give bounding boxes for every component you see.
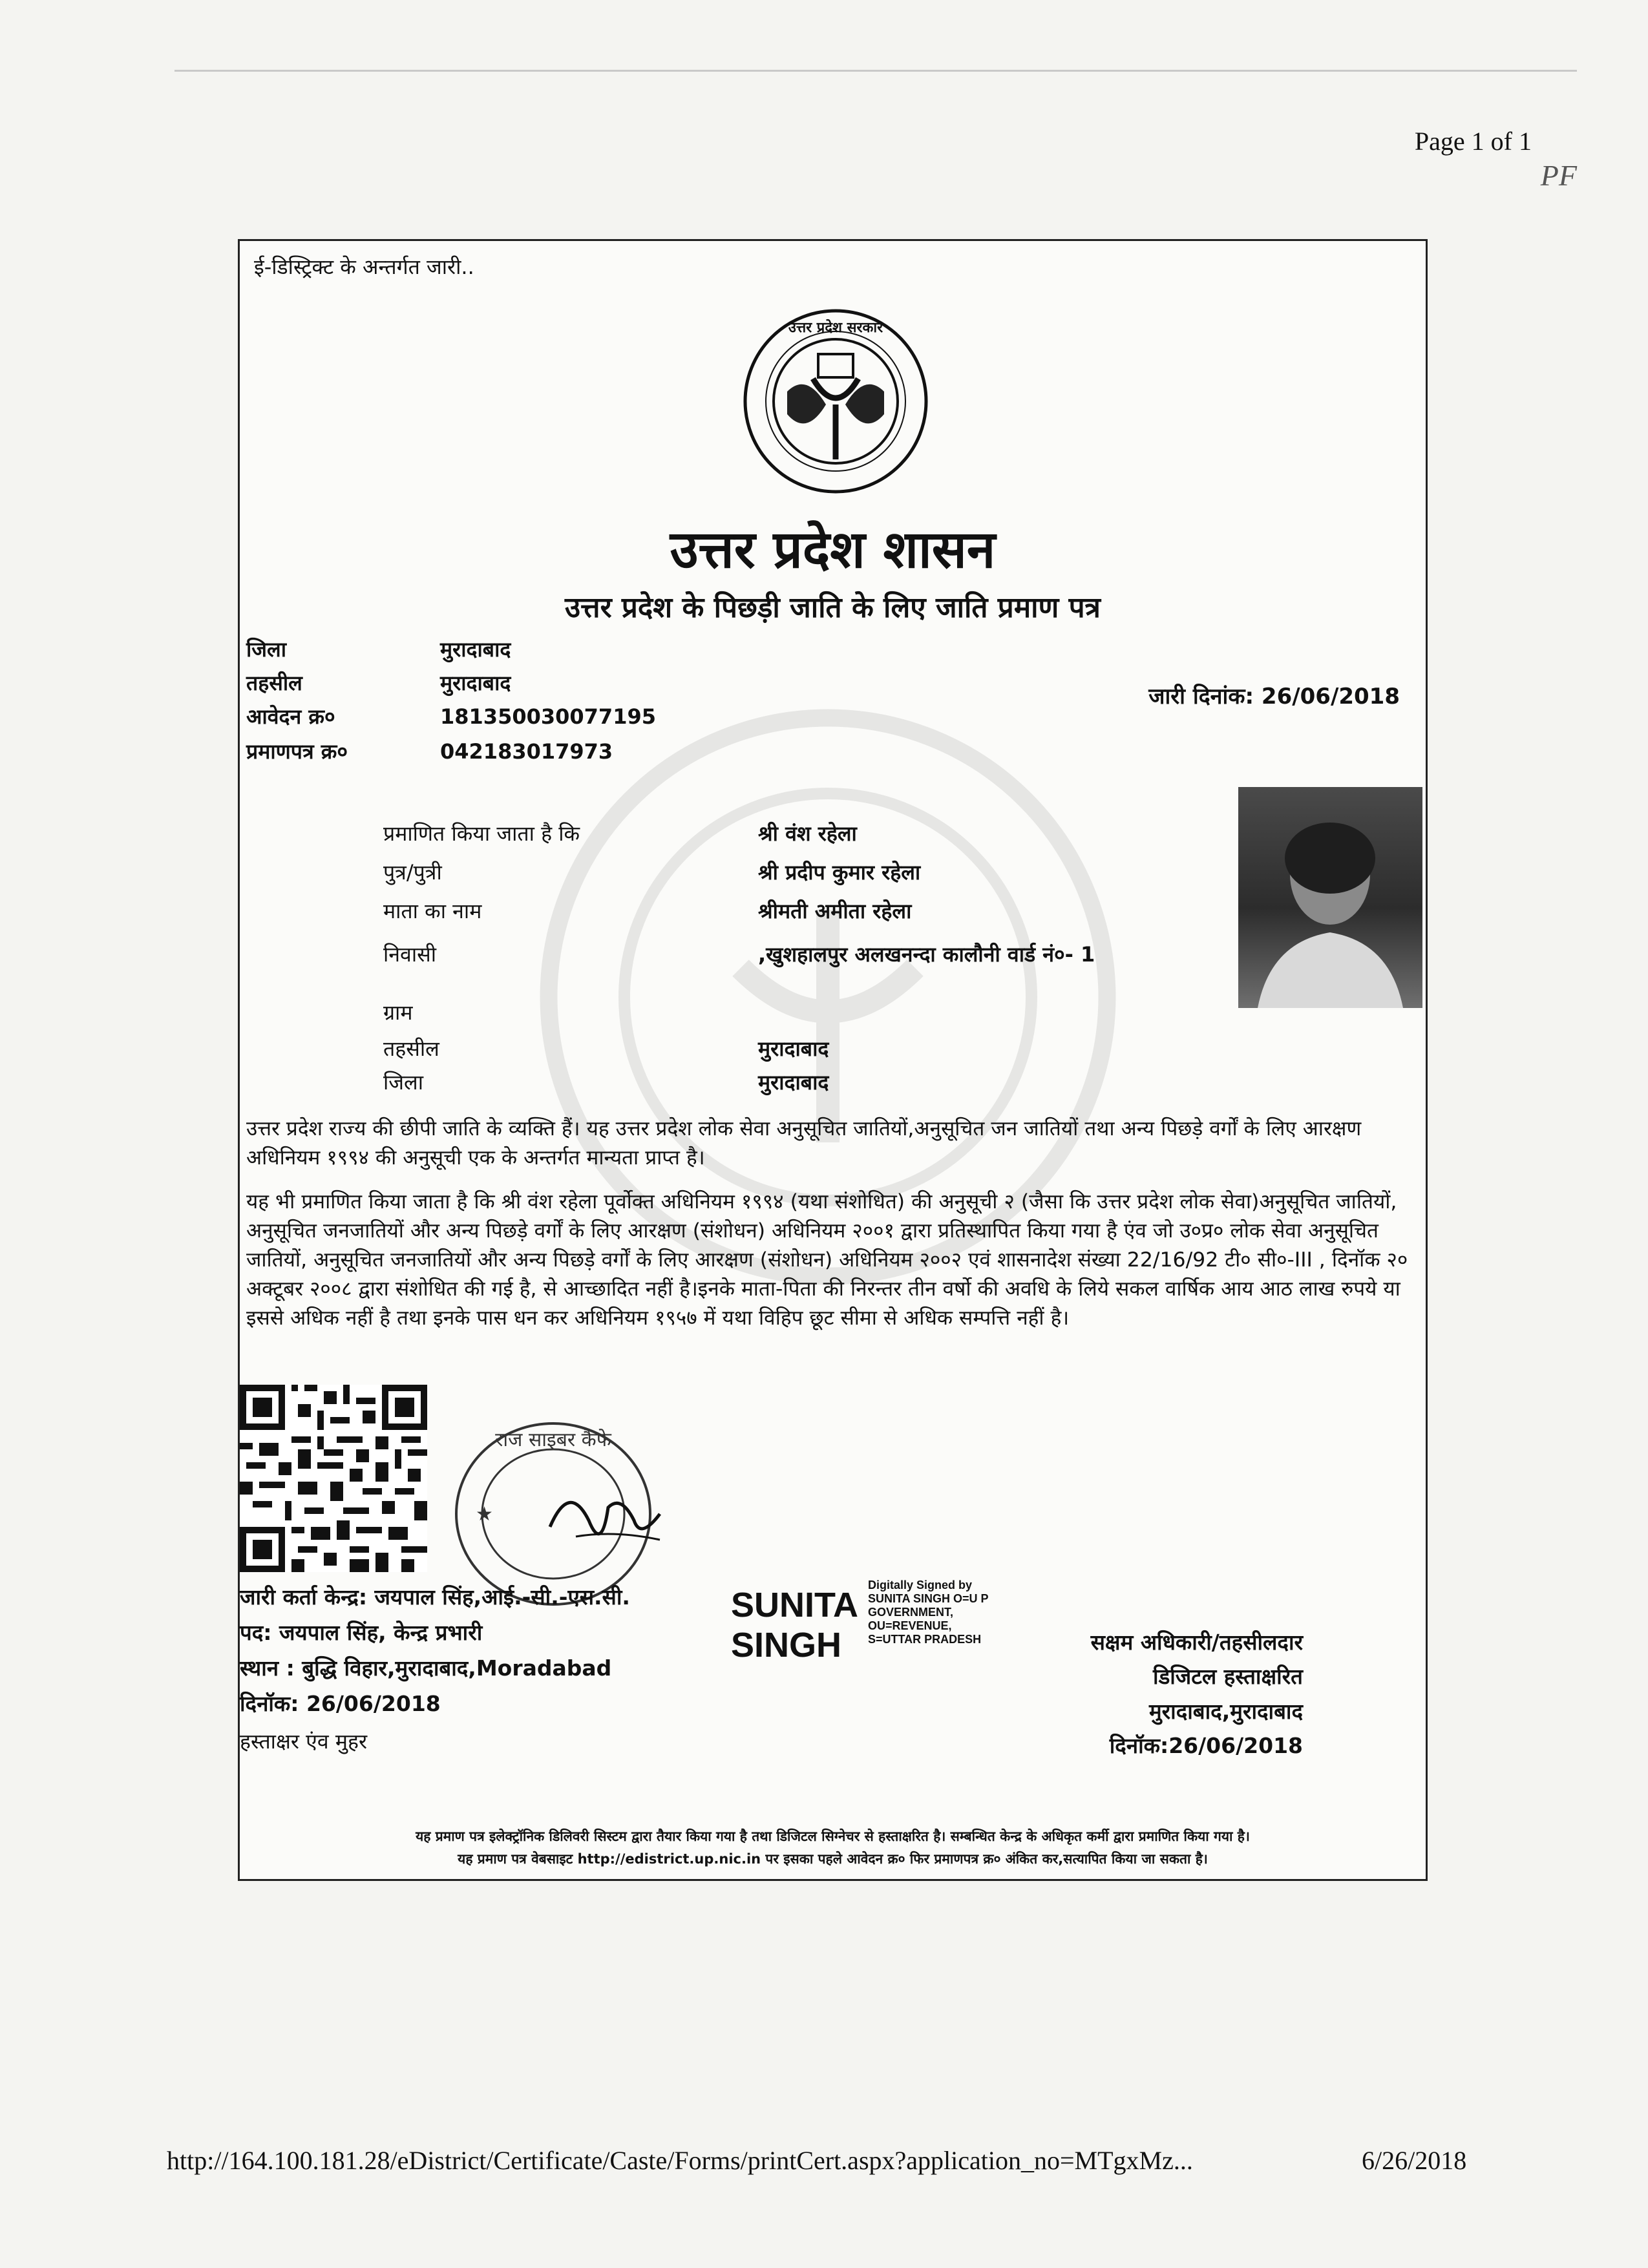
detail-value: श्रीमती अमीता रहेला [758, 899, 912, 923]
government-title: उत्तर प्रदेश शासन [670, 519, 996, 580]
header-label: जिला [246, 637, 287, 662]
issuing-center: जारी कर्ता केन्द्र: जयपाल सिंह,आई.-सी.-एस.सी. [240, 1584, 630, 1610]
ds-line: GOVERNMENT, [868, 1606, 954, 1619]
detail-label: तहसील [383, 1036, 439, 1061]
header-row-certificate-no [246, 737, 613, 765]
header-label: प्रमाणपत्र क्र० [246, 739, 348, 764]
seal-text: राज साइबर कैफे [495, 1429, 611, 1451]
print-url: http://164.100.181.28/eDistrict/Certificate/Caste/Forms/printCert.aspx?application_no=MTgxMz... [167, 2146, 1193, 2175]
detail-label: माता का नाम [383, 899, 482, 923]
issue-date-value: 26/06/2018 [1261, 684, 1400, 709]
header-value: 042183017973 [440, 739, 613, 764]
handwritten-corner-mark: PF [1540, 159, 1577, 192]
detail-label: जिला [383, 1070, 424, 1095]
issued-under-label: ई-डिस्ट्रिक्ट के अन्तर्गत जारी.. [254, 255, 474, 279]
digital-signer-name [731, 1585, 858, 1665]
detail-label: पुत्र/पुत्री [383, 860, 442, 885]
header-row-district [246, 635, 511, 663]
detail-label: प्रमाणित किया जाता है कि [383, 821, 580, 846]
issuer-designation: पद: जयपाल सिंह, केन्द्र प्रभारी [240, 1620, 483, 1645]
digital-signature-details [868, 1579, 989, 1646]
ds-line: SUNITA SINGH O=U P [868, 1592, 989, 1605]
digitally-signed-label: डिजिटल हस्ताक्षरित [1153, 1664, 1303, 1689]
qr-code [240, 1381, 427, 1575]
scan-edge-line [174, 70, 1577, 72]
header-row-tehsil [246, 669, 511, 697]
footer-note-delivery: यह प्रमाण पत्र इलेक्ट्रॉनिक डिलिवरी सिस्टम द्वारा तैयार किया गया है तथा डिजिटल सिग्नेचर से हस्ताक्षरित है। सम्बन्धित केन्द्र के अधिकृत कर्मी द्वारा प्रमाणित किया गया है। [416, 1829, 1250, 1844]
header-value: 181350030077195 [440, 704, 656, 729]
ds-line: S=UTTAR PRADESH [868, 1633, 982, 1646]
star-icon: ★ [476, 1503, 493, 1526]
detail-value: मुरादाबाद [758, 1036, 829, 1061]
detail-label: निवासी [383, 942, 437, 967]
detail-value: ,खुशहालपुर अलखनन्दा कालौनी वार्ड नं०- 1 [758, 942, 1095, 967]
header-value: मुरादाबाद [440, 671, 511, 695]
issue-date-label: जारी दिनांक: [1148, 684, 1254, 709]
authority-date: दिनॉक:26/06/2018 [1109, 1733, 1303, 1758]
ds-line: Digitally Signed by [868, 1579, 973, 1591]
footer-note-verify: यह प्रमाण पत्र वेबसाइट http://edistrict.up.nic.in पर इसका पहले आवेदन क्र० फिर प्रमाणपत्र क्र० अंकित कर,सत्यापित किया जा सकता है। [458, 1851, 1208, 1867]
ds-line: OU=REVENUE, [868, 1619, 952, 1632]
detail-value: श्री वंश रहेला [758, 821, 857, 846]
header-row-application-no [246, 702, 656, 730]
issuer-location: स्थान : बुद्धि विहार,मुरादाबाद,Moradabad [240, 1655, 612, 1681]
detail-value: श्री प्रदीप कुमार रहेला [758, 860, 921, 885]
person-silhouette-icon [1238, 787, 1422, 1008]
authority-location: मुरादाबाद,मुरादाबाद [1148, 1699, 1303, 1724]
print-date: 6/26/2018 [1362, 2146, 1467, 2175]
certificate-frame [238, 239, 1428, 1881]
issuer-date: दिनॉक: 26/06/2018 [240, 1691, 441, 1716]
header-label: तहसील [246, 671, 302, 695]
certification-paragraph: यह भी प्रमाणित किया जाता है कि श्री वंश रहेला पूर्वोक्त अधिनियम १९९४ (यथा संशोधित) की अनुसूची २ (जैसा कि उत्तर प्रदेश लोक सेवा)अनुसूचित जातियों, अनुसूचित जनजातियों और अन्य पिछड़े वर्गों के लिए आरक्षण (संशोधन) अधिनियम २००१ द्वारा प्रतिस्थापित किया गया है एंव जो उ०प्र० लोक सेवा अनुसूचित जातियों, अनुसूचित जनजातियों और अन्य पिछड़े वर्गों के लिए आरक्षण (संशोधन) अधिनियम २००२ एवं शासनादेश संख्या 22/16/92 टी० सी०-III , दिनॉक २० अक्टूबर २००८ द्वारा संशोधित की गई है, से आच्छादित नहीं है।इनके माता-पिता की निरन्तर तीन वर्षो की अवधि के लिये सकल वार्षिक आय आठ लाख रुपये या इससे अधिक नहीं है तथा इनके पास धन कर अधिनियम १९५७ में यथा विहिप छूट सीमा से अधिक सम्पत्ति नहीं है। [246, 1190, 1408, 1330]
detail-value: मुरादाबाद [758, 1070, 829, 1095]
emblem-text: उत्तर प्रदेश सरकार [788, 320, 883, 336]
up-government-emblem [742, 308, 929, 495]
header-label: आवेदन क्र० [246, 704, 335, 729]
caste-paragraph: उत्तर प्रदेश राज्य की छीपी जाति के व्यक्ति हैं। यह उत्तर प्रदेश लोक सेवा अनुसूचित जातियों,अनुसूचित जन जातियों तथा अन्य पिछड़े वर्गों के लिए आरक्षण अधिनियम १९९४ की अनुसूची एक के अन्तर्गत मान्यता प्राप्त है। [246, 1117, 1362, 1170]
signer-last-name: SINGH [731, 1626, 842, 1664]
signature-and-seal-label: हस्ताक्षर एंव मुहर [240, 1729, 368, 1754]
authority-designation: सक्षम अधिकारी/तहसीलदार [1090, 1630, 1303, 1655]
applicant-photo [1238, 787, 1422, 1008]
page-count: Page 1 of 1 [1414, 127, 1532, 156]
detail-label: ग्राम [383, 1000, 413, 1025]
header-value: मुरादाबाद [440, 637, 511, 662]
signer-first-name: SUNITA [731, 1586, 858, 1624]
issue-date [1148, 680, 1400, 710]
certificate-subtitle: उत्तर प्रदेश के पिछड़ी जाति के लिए जाति प्रमाण पत्र [565, 591, 1101, 624]
